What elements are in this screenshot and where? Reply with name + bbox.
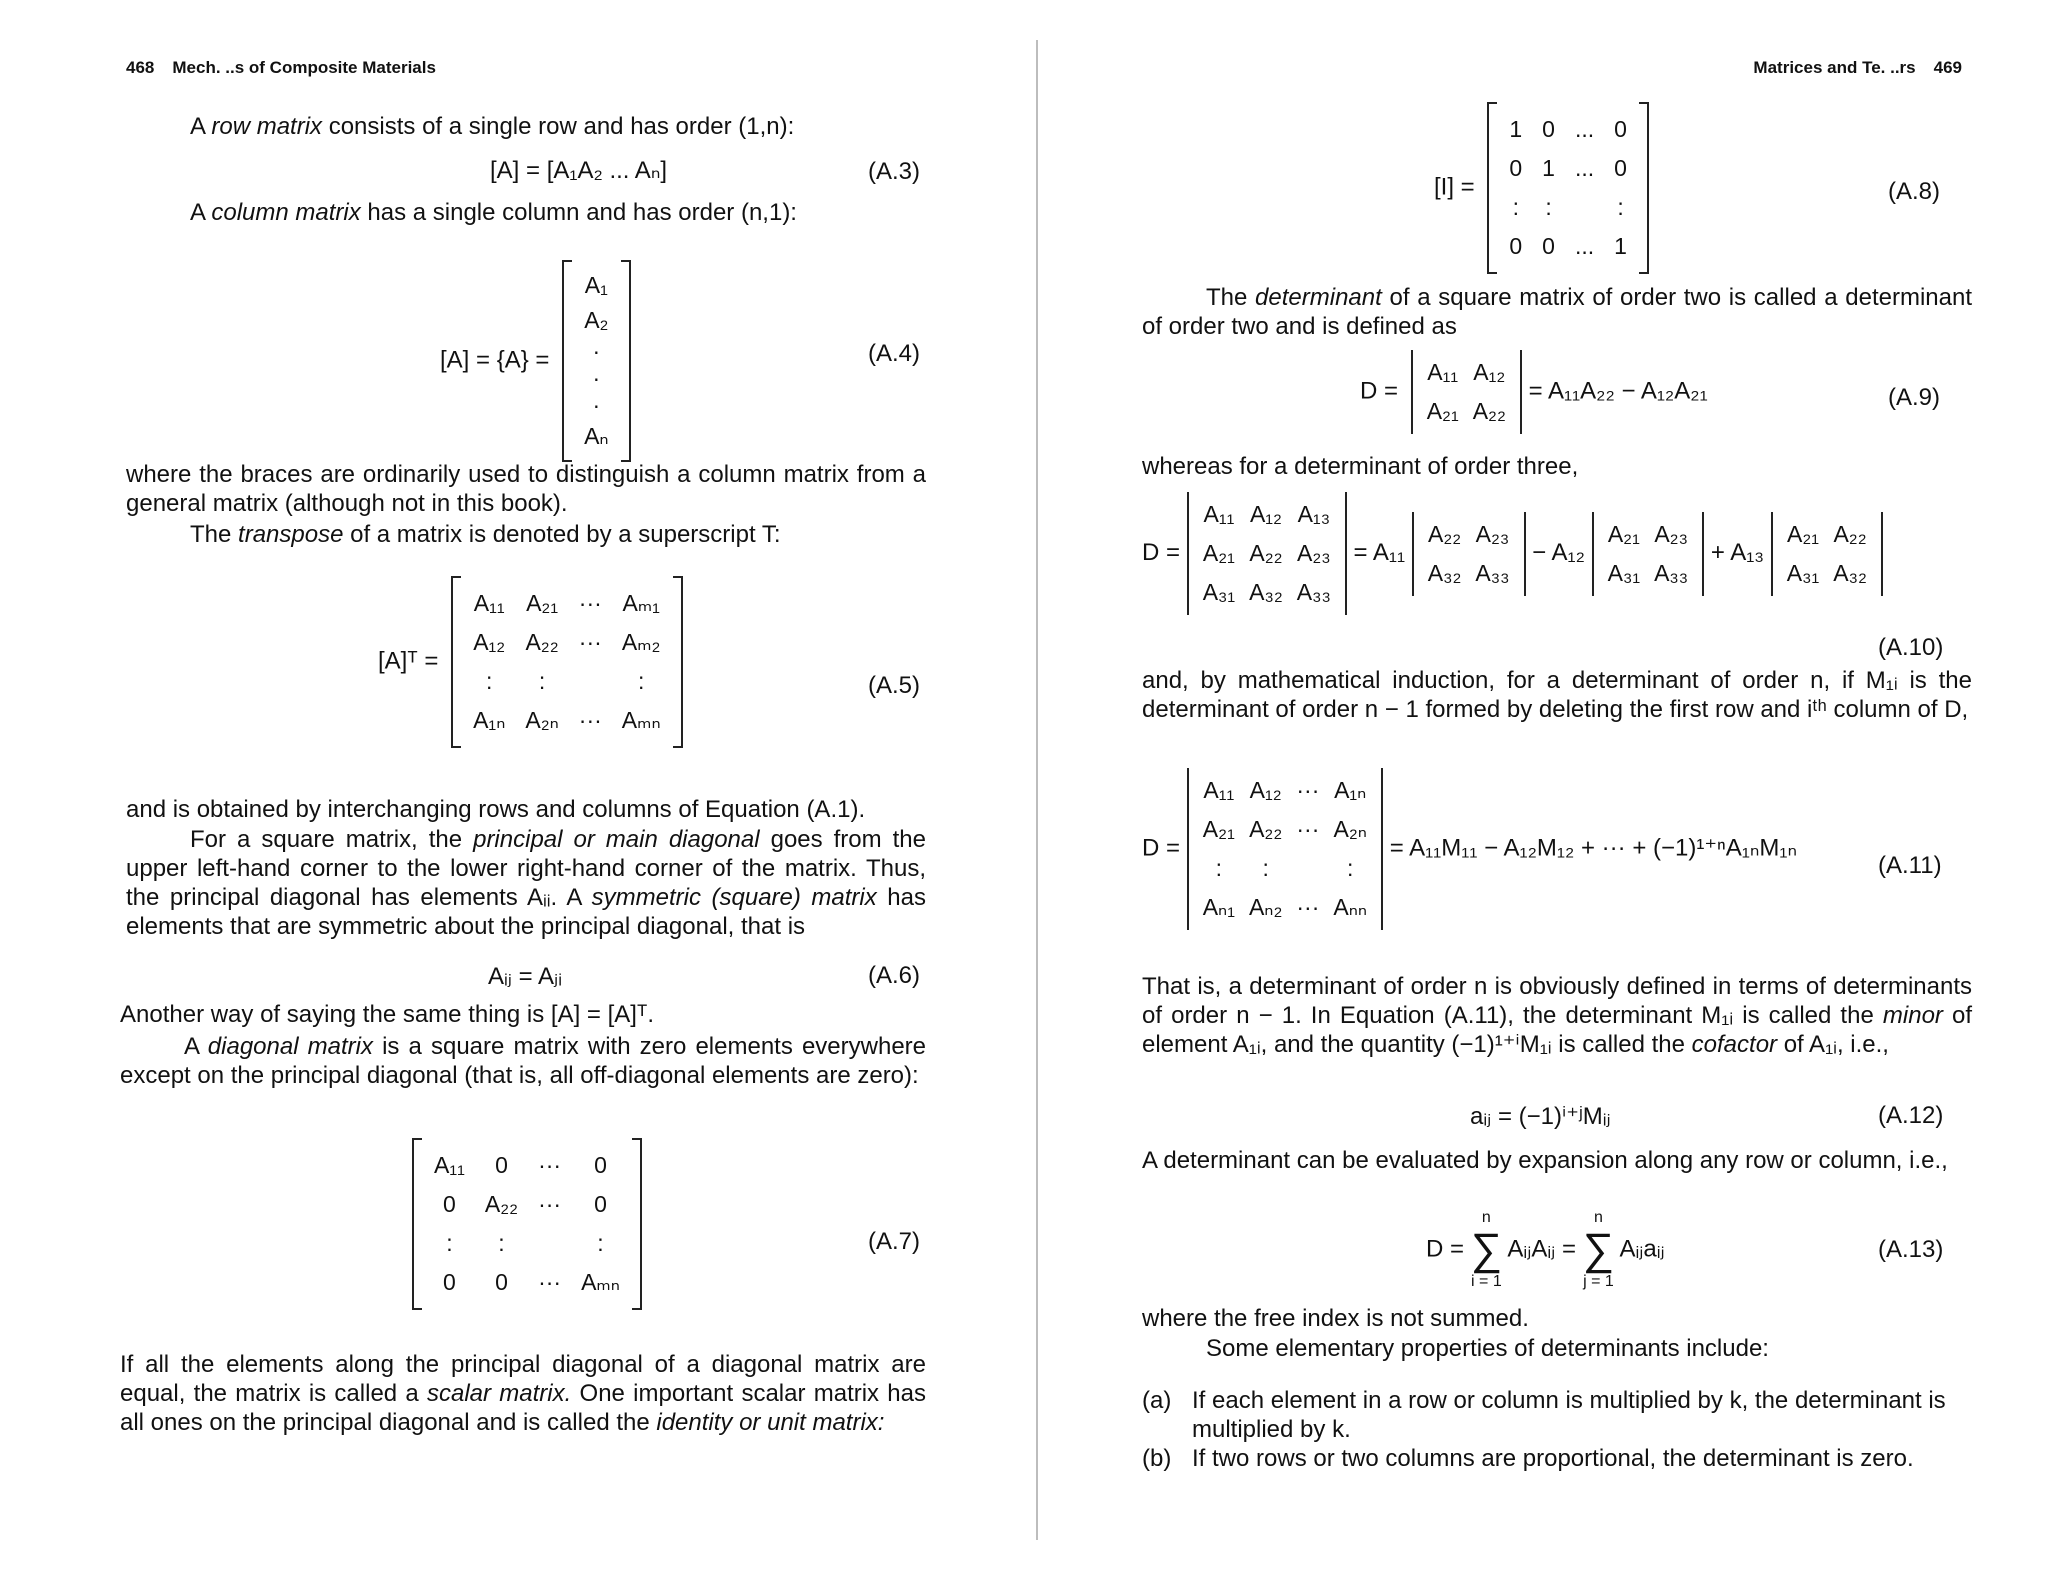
matrix-cell: A₂₁ — [1607, 520, 1640, 547]
sum1-term: AᵢⱼAᵢⱼ = — [1507, 1235, 1577, 1263]
left-running-header — [126, 58, 436, 78]
matrix-cell: A₂₃ — [1654, 520, 1688, 547]
equation-number-a6: (A.6) — [868, 962, 921, 989]
sigma-icon: ∑ — [1470, 1225, 1503, 1274]
matrix-cell: 1 — [1509, 116, 1523, 142]
matrix-row — [463, 584, 671, 623]
whereas-paragraph: whereas for a determinant of order three, — [1142, 453, 1579, 480]
equation-a11-rhs: = A₁₁M₁₁ − A₁₂M₁₂ + ··· + (−1)¹⁺ⁿA₁ₙM₁ₙ — [1389, 834, 1798, 862]
matrix-cell: A₁₃ — [1297, 501, 1331, 527]
order-n-determinant — [1187, 768, 1383, 930]
matrix-row — [574, 303, 619, 338]
transpose-intro-b: of a matrix is denoted by a superscript T: — [343, 521, 781, 548]
induction-paragraph: and, by mathematical induction, for a determinant of order n, if M₁ᵢ is the determinant of order n − 1 formed by deleting the first row and iᵗʰ column of D, — [1142, 667, 1972, 723]
diagonal-matrix-paragraph — [120, 1032, 926, 1090]
column-vector-matrix — [562, 262, 631, 460]
matrix-row — [574, 268, 619, 303]
diag-b: is a square matrix with zero elements everywhere except on the principal diagonal (that is, all off-diagonal elements are zero): — [120, 1033, 927, 1089]
matrix-cell: ··· — [538, 1152, 562, 1178]
property-text-a: If each element in a row or column is multiplied by k, the determinant is multiplied by k. — [1192, 1387, 1946, 1443]
matrix-cell: A₂ₙ — [1333, 816, 1367, 842]
matrix-cell: Aₘₙ — [621, 707, 661, 733]
row-intro-a: A — [190, 113, 212, 140]
matrix-cell: A₁₂ — [1249, 777, 1282, 803]
equation-number-a5: (A.5) — [868, 672, 921, 699]
matrix-row — [1422, 555, 1516, 592]
equation-number-a9: (A.9) — [1888, 384, 1941, 411]
expansion-paragraph: A determinant can be evaluated by expansion along any row or column, i.e., — [1142, 1147, 1948, 1174]
equation-a8 — [1434, 104, 1649, 272]
determinant-term: determinant — [1255, 284, 1382, 311]
matrix-row — [1499, 149, 1637, 188]
matrix-row — [1197, 574, 1337, 611]
equation-a5-lhs: [A]ᵀ = — [378, 647, 439, 675]
sigma-icon: ∑ — [1582, 1225, 1615, 1274]
diag-a: A — [184, 1033, 208, 1060]
equation-a11-lhs: D = — [1142, 834, 1181, 862]
matrix-cell: · — [592, 338, 601, 364]
matrix-cell: A₂₁ — [1202, 816, 1235, 842]
matrix-row — [1197, 772, 1373, 809]
matrix-cell: A₂₃ — [1297, 540, 1331, 566]
matrix-row — [463, 623, 671, 662]
matrix-row — [1781, 516, 1873, 553]
equation-a13-lhs: D = — [1426, 1235, 1465, 1263]
matrix-cell: : — [1215, 855, 1223, 881]
matrix-cell: 0 — [1509, 155, 1523, 181]
matrix-cell: A₃₃ — [1296, 579, 1331, 605]
minor-cofactor-paragraph — [1142, 972, 1972, 1059]
row-matrix-paragraph — [190, 112, 910, 141]
matrix-cell: : — [1545, 194, 1552, 220]
matrix-cell: A₁₂ — [473, 629, 506, 655]
matrix-cell — [1290, 850, 1325, 887]
matrix-cell: Aₙₙ — [1333, 894, 1368, 920]
equation-a4 — [440, 262, 631, 460]
symmetric-matrix-term: symmetric (square) matrix — [591, 884, 877, 911]
matrix-row — [1197, 496, 1337, 533]
matrix-row — [1781, 555, 1873, 592]
equation-a8-lhs: [I] = — [1434, 173, 1475, 201]
matrix-cell: 0 — [1614, 116, 1627, 142]
matrix-row — [1421, 393, 1512, 430]
matrix-row — [1197, 889, 1373, 926]
square-a: For a square matrix, the — [190, 826, 474, 853]
matrix-cell: ··· — [538, 1191, 562, 1217]
sum2-lower-limit: j = 1 — [1583, 1273, 1614, 1290]
matrix-row — [1197, 535, 1337, 572]
matrix-cell: A₂₁ — [1426, 398, 1459, 424]
identity-matrix-term: identity or unit matrix: — [656, 1409, 885, 1436]
matrix-cell: ··· — [1296, 777, 1320, 803]
free-index-paragraph: where the free index is not summed. — [1142, 1305, 1529, 1332]
equation-a11 — [1142, 768, 1797, 930]
square-b: goes from the upper left-hand corner to the lower right-hand corner of the matrix. Thus, the principal diagonal has elements Aᵢᵢ. A — [126, 826, 926, 911]
transpose-intro-a: The — [190, 521, 239, 548]
equation-a10-lhs: D = — [1142, 538, 1181, 566]
equation-number-a3: (A.3) — [868, 158, 921, 185]
another-way-paragraph: Another way of saying the same thing is [A] = [A]ᵀ. — [120, 1001, 654, 1028]
transpose-paragraph — [190, 520, 910, 549]
summation-over-j — [1583, 1208, 1614, 1292]
matrix-cell: 0 — [594, 1191, 607, 1217]
matrix-cell: 1 — [1542, 155, 1555, 181]
principal-diagonal-paragraph — [126, 825, 926, 941]
row-intro-b: consists of a single row and has order (1,n): — [322, 113, 795, 140]
matrix-cell: : — [1512, 194, 1519, 220]
matrix-row — [1499, 110, 1637, 149]
matrix-cell: · — [592, 392, 601, 418]
equation-number-a4: (A.4) — [868, 340, 921, 367]
matrix-cell: A₂₂ — [525, 629, 559, 655]
matrix-cell: Aₘ₂ — [621, 629, 661, 655]
matrix-cell: : — [498, 1230, 505, 1256]
matrix-cell: ··· — [1296, 816, 1320, 842]
equation-a5 — [378, 578, 683, 746]
left-page-number: 468 — [126, 58, 155, 77]
matrix-row — [424, 1146, 630, 1185]
matrix-cell: A₃₂ — [1833, 559, 1867, 586]
matrix-cell: Aₘ₁ — [622, 590, 660, 616]
matrix-cell: 1 — [1614, 233, 1627, 259]
col-intro-b: has a single column and has order (n,1): — [360, 199, 797, 226]
matrix-cell: 0 — [495, 1152, 508, 1178]
matrix-cell: A₃₂ — [1427, 559, 1462, 586]
sum1-upper-limit: n — [1481, 1209, 1491, 1226]
matrix-cell: A₁ₙ — [1334, 777, 1367, 803]
column-matrix-paragraph — [190, 198, 910, 227]
column-matrix-term: column matrix — [211, 199, 361, 226]
det-a: The — [1206, 284, 1256, 311]
matrix-row — [574, 419, 619, 454]
matrix-cell: A₂ — [584, 307, 609, 333]
matrix-cell: ··· — [538, 1269, 562, 1295]
right-page — [1030, 0, 2048, 1582]
right-page-number: 469 — [1933, 58, 1962, 77]
equation-number-a11: (A.11) — [1878, 852, 1942, 879]
matrix-row — [1197, 811, 1373, 848]
sum1-lower-limit: i = 1 — [1471, 1273, 1502, 1290]
equation-a9-lhs: D = — [1360, 377, 1399, 405]
minor-determinant-3 — [1771, 512, 1883, 596]
equation-a12: aᵢⱼ = (−1)ⁱ⁺ʲMᵢⱼ — [1470, 1103, 1611, 1130]
determinant-paragraph — [1142, 283, 1972, 341]
scalar-b: One important scalar matrix has all ones on the principal diagonal and is called the — [120, 1380, 927, 1436]
equation-number-a8: (A.8) — [1888, 178, 1941, 205]
properties-paragraph: Some elementary properties of determinants include: — [1206, 1335, 1769, 1362]
equation-a4-lhs: [A] = {A} = — [440, 346, 550, 374]
matrix-cell: : — [538, 668, 546, 694]
matrix-cell: : — [1262, 855, 1269, 881]
matrix-row — [424, 1185, 630, 1224]
matrix-cell: 0 — [1509, 233, 1523, 259]
equation-a10-term2: − A₁₂ — [1532, 538, 1585, 566]
equation-a9-rhs: = A₁₁A₂₂ − A₁₂A₂₁ — [1528, 377, 1708, 405]
thatis-b: of element A₁ᵢ, and the quantity (−1)¹⁺ⁱM₁ᵢ is called the — [1142, 1002, 1972, 1058]
matrix-row — [574, 365, 619, 392]
summation-over-i — [1471, 1208, 1502, 1292]
matrix-cell: A₂₂ — [1428, 520, 1462, 547]
matrix-cell: : — [446, 1230, 453, 1256]
equation-a13 — [1426, 1208, 1665, 1292]
matrix-cell — [1565, 188, 1604, 227]
matrix-cell: A₃₁ — [1786, 559, 1820, 586]
property-label-b: (b) — [1142, 1445, 1172, 1472]
matrix-row — [424, 1263, 630, 1302]
matrix-cell: 0 — [1614, 155, 1627, 181]
thatis-a: That is, a determinant of order n is obviously defined in terms of determinants of order n − 1. In Equation (A.11), the determinant M₁ᵢ is called the — [1142, 973, 1972, 1029]
transpose-matrix — [451, 578, 683, 746]
scalar-a: If all the elements along the principal diagonal of a diagonal matrix are equal, the matrix is called a — [120, 1351, 926, 1407]
matrix-cell: Aₙ — [584, 423, 609, 449]
matrix-cell: · — [592, 365, 601, 391]
matrix-cell: A₁ₙ — [473, 707, 506, 733]
matrix-cell: A₃₃ — [1475, 559, 1510, 586]
property-item-a — [1142, 1386, 1972, 1446]
equation-number-a12: (A.12) — [1878, 1102, 1944, 1129]
col-intro-a: A — [190, 199, 212, 226]
matrix-cell: : — [638, 668, 645, 694]
matrix-cell: A₂ₙ — [525, 707, 559, 733]
matrix-row — [1602, 555, 1695, 592]
matrix-cell: A₁₁ — [1203, 777, 1235, 803]
matrix-row — [424, 1224, 630, 1263]
interchange-paragraph: and is obtained by interchanging rows and columns of Equation (A.1). — [126, 796, 866, 823]
sum2-term: Aᵢⱼaᵢⱼ — [1619, 1235, 1665, 1263]
matrix-cell: A₁₂ — [1473, 359, 1506, 385]
braces-paragraph: where the braces are ordinarily used to distinguish a column matrix from a general matrix (although not in this book). — [126, 461, 926, 517]
matrix-cell: : — [1347, 855, 1354, 881]
property-text-b: If two rows or two columns are proportional, the determinant is zero. — [1192, 1445, 1914, 1472]
matrix-cell: A₁₁ — [1203, 501, 1235, 527]
left-header-title: Mech. ..s of Composite Materials — [172, 58, 436, 77]
matrix-cell: A₃₁ — [1607, 559, 1641, 586]
matrix-cell: A₃₃ — [1654, 559, 1689, 586]
matrix-cell: ... — [1574, 116, 1595, 142]
matrix-cell — [528, 1224, 571, 1263]
minor-determinant-1 — [1412, 512, 1526, 596]
matrix-row — [463, 701, 671, 740]
equation-a10-term3: + A₁₃ — [1710, 538, 1765, 566]
matrix-cell: Aₘₙ — [581, 1269, 620, 1295]
matrix-cell — [569, 662, 612, 701]
matrix-cell: A₂₃ — [1475, 520, 1510, 547]
matrix-cell: A₁₁ — [1427, 359, 1459, 385]
diagonal-matrix — [412, 1140, 642, 1308]
minor-term: minor — [1882, 1002, 1943, 1029]
square-c: has elements that are symmetric about the principal diagonal, that is — [126, 884, 926, 940]
matrix-cell: A₂₂ — [1472, 398, 1506, 424]
equation-number-a10: (A.10) — [1878, 634, 1944, 661]
principal-diagonal-term: principal or main diagonal — [473, 826, 760, 853]
scalar-matrix-paragraph — [120, 1350, 926, 1437]
matrix-cell: 0 — [1542, 233, 1555, 259]
matrix-cell: ... — [1574, 155, 1595, 181]
order-three-determinant — [1187, 492, 1347, 615]
matrix-cell: 0 — [594, 1152, 607, 1178]
det-b: of a square matrix of order two is called a determinant of order two and is defined as — [1142, 284, 1972, 340]
matrix-cell: A₂₂ — [484, 1191, 519, 1217]
matrix-cell: : — [486, 668, 493, 694]
matrix-cell: ... — [1574, 233, 1595, 259]
right-running-header — [1753, 58, 1962, 78]
diagonal-matrix-term: diagonal matrix — [207, 1033, 373, 1060]
matrix-cell: A₂₂ — [1249, 816, 1283, 842]
matrix-cell: ··· — [1296, 894, 1320, 920]
matrix-cell: A₂₂ — [1249, 540, 1283, 566]
order-two-determinant — [1411, 350, 1522, 434]
matrix-row — [1197, 850, 1373, 887]
matrix-row — [1499, 227, 1637, 266]
equation-a3: [A] = [A₁A₂ ... Aₙ] — [490, 157, 668, 184]
matrix-cell: Aₙ₂ — [1248, 894, 1283, 920]
matrix-row — [1421, 354, 1512, 391]
property-item-b — [1142, 1444, 1972, 1474]
matrix-cell: 0 — [1542, 116, 1555, 142]
matrix-cell: A₃₁ — [1202, 579, 1236, 605]
matrix-cell: ··· — [578, 707, 602, 733]
matrix-row — [574, 338, 619, 365]
equation-number-a7: (A.7) — [868, 1228, 921, 1255]
equation-a10 — [1142, 492, 1883, 615]
matrix-cell: A₁ — [584, 272, 608, 298]
matrix-row — [463, 662, 671, 701]
matrix-cell: A₁₁ — [434, 1152, 465, 1178]
matrix-cell: A₂₂ — [1833, 520, 1867, 547]
matrix-cell: ··· — [578, 590, 602, 616]
matrix-row — [574, 392, 619, 419]
equation-a9 — [1360, 350, 1708, 434]
matrix-cell: A₁₁ — [473, 590, 505, 616]
property-label-a: (a) — [1142, 1387, 1172, 1414]
thatis-c: of A₁ᵢ, i.e., — [1777, 1031, 1889, 1058]
row-matrix-term: row matrix — [211, 113, 323, 140]
matrix-cell: : — [1617, 194, 1624, 220]
matrix-row — [1602, 516, 1695, 553]
matrix-row — [1422, 516, 1516, 553]
matrix-cell: A₂₁ — [1786, 520, 1820, 547]
matrix-cell: A₂₁ — [1202, 540, 1235, 566]
equation-a6: Aᵢⱼ = Aⱼᵢ — [488, 963, 562, 990]
matrix-cell: Aₙ₁ — [1202, 894, 1235, 920]
cofactor-term: cofactor — [1691, 1031, 1778, 1058]
matrix-cell: ··· — [578, 629, 602, 655]
sum2-upper-limit: n — [1593, 1209, 1603, 1226]
matrix-cell: A₂₁ — [526, 590, 559, 616]
scalar-matrix-term: scalar matrix. — [427, 1380, 572, 1407]
matrix-cell: 0 — [495, 1269, 508, 1295]
right-header-title: Matrices and Te. ..rs — [1753, 58, 1916, 77]
equation-a7 — [412, 1140, 642, 1308]
minor-determinant-2 — [1592, 512, 1705, 596]
equation-a10-term1: = A₁₁ — [1353, 538, 1406, 566]
matrix-cell: A₁₂ — [1249, 501, 1282, 527]
matrix-row — [1499, 188, 1637, 227]
matrix-cell: 0 — [443, 1269, 456, 1295]
matrix-cell: 0 — [443, 1191, 456, 1217]
matrix-cell: A₃₂ — [1249, 579, 1283, 605]
transpose-term: transpose — [238, 521, 344, 548]
matrix-cell: : — [597, 1230, 604, 1256]
equation-number-a13: (A.13) — [1878, 1236, 1944, 1263]
identity-matrix — [1487, 104, 1649, 272]
